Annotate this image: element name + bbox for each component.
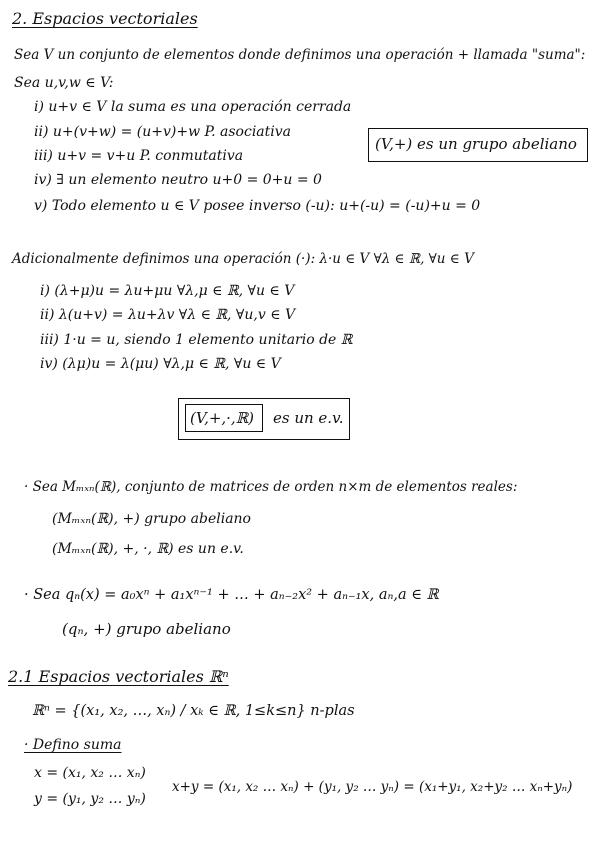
matrices-bullet: · Sea Mₘₓₙ(ℝ), conjunto de matrices de orden n×m de elementos reales: bbox=[24, 479, 518, 495]
axiom-sum-5: v) Todo elemento u ∈ V posee inverso (-u): u+(-u) = (-u)+u = 0 bbox=[34, 198, 481, 214]
subsection-heading: 2.1 Espacios vectoriales ℝⁿ bbox=[8, 667, 229, 686]
axiom-sum-2: ii) u+(v+w) = (u+v)+w P. asociativa bbox=[34, 124, 292, 140]
vector-space-label: es un e.v. bbox=[273, 409, 344, 427]
axiom-sum-1: i) u+v ∈ V la suma es una operación cerrada bbox=[34, 99, 352, 115]
vector-space-inner-box bbox=[185, 404, 263, 432]
define-sum-label: · Defino suma bbox=[24, 737, 122, 753]
abelian-group-box bbox=[368, 128, 588, 162]
abelian-group-label: (V,+) es un grupo abeliano bbox=[375, 135, 577, 153]
polynomial-bullet: · Sea qₙ(x) = a₀xⁿ + a₁xⁿ⁻¹ + … + aₙ₋₂x² + aₙ₋₁x, aₙ,a ∈ ℝ bbox=[24, 587, 439, 603]
axiom-sum-3: iii) u+v = v+u P. conmutativa bbox=[34, 148, 244, 164]
additional-operation: Adicionalmente definimos una operación (·): λ·u ∈ V ∀λ ∈ ℝ, ∀u ∈ V bbox=[12, 251, 474, 267]
axiom-scalar-1: i) (λ+μ)u = λu+μu ∀λ,μ ∈ ℝ, ∀u ∈ V bbox=[40, 283, 295, 299]
polynomial-abelian: (qₙ, +) grupo abeliano bbox=[62, 620, 231, 638]
intro-line-2: Sea u,v,w ∈ V: bbox=[14, 75, 114, 91]
axiom-scalar-3: iii) 1·u = u, siendo 1 elemento unitario de ℝ bbox=[40, 332, 353, 348]
vector-space-box bbox=[178, 398, 350, 440]
intro-line: Sea V un conjunto de elementos donde definimos una operación + llamada "suma": bbox=[14, 47, 586, 63]
y-definition: y = (y₁, y₂ … yₙ) bbox=[34, 791, 146, 807]
axiom-scalar-2: ii) λ(u+v) = λu+λv ∀λ ∈ ℝ, ∀u,v ∈ V bbox=[40, 307, 296, 323]
vector-space-tuple: (V,+,·,ℝ) bbox=[190, 409, 255, 427]
matrices-ev: (Mₘₓₙ(ℝ), +, ·, ℝ) es un e.v. bbox=[52, 541, 244, 557]
sum-definition: x+y = (x₁, x₂ … xₙ) + (y₁, y₂ … yₙ) = (x₁+y₁, x₂+y₂ … xₙ+yₙ) bbox=[172, 779, 573, 795]
axiom-scalar-4: iv) (λμ)u = λ(μu) ∀λ,μ ∈ ℝ, ∀u ∈ V bbox=[40, 356, 281, 372]
rn-definition: ℝⁿ = {(x₁, x₂, …, xₙ) / xₖ ∈ ℝ, 1≤k≤n} n-plas bbox=[32, 703, 355, 719]
matrices-abelian: (Mₘₓₙ(ℝ), +) grupo abeliano bbox=[52, 511, 251, 527]
axiom-sum-4: iv) ∃ un elemento neutro u+0 = 0+u = 0 bbox=[34, 172, 322, 188]
section-heading: 2. Espacios vectoriales bbox=[12, 9, 198, 28]
x-definition: x = (x₁, x₂ … xₙ) bbox=[34, 765, 146, 781]
